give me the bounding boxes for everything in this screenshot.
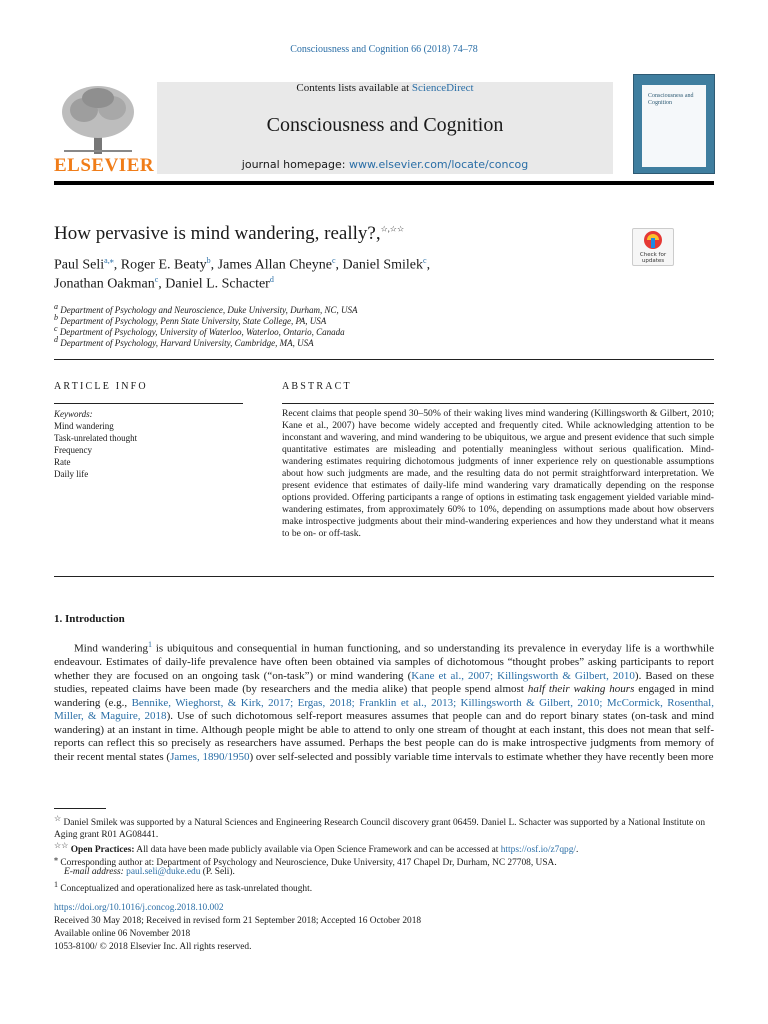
author-affiliation-ref[interactable]: c	[154, 275, 159, 284]
copyright-notice: 1053-8100/ © 2018 Elsevier Inc. All rights reserved.	[54, 942, 252, 952]
keyword-item: Mind wandering	[54, 421, 114, 431]
doi-link[interactable]: https://doi.org/10.1016/j.concog.2018.10.002	[54, 903, 224, 913]
affiliation-b: $^b$ Department of Psychology, Penn State University, State College, PA, USA	[54, 313, 327, 326]
footnote-corresponding-author: ⁎ Corresponding author at: Department of Psychology and Neuroscience, Duke University, 417 Chapel Dr, Durham, NC 27708, USA.	[54, 854, 557, 869]
affiliation-c: $^c$ Department of Psychology, University of Waterloo, Waterloo, Ontario, Canada	[54, 324, 345, 337]
contents-prefix: Contents lists available at	[296, 82, 412, 94]
journal-title: Consciousness and Cognition	[266, 114, 504, 136]
author-name[interactable]: Jonathan Oakman	[54, 276, 155, 292]
publisher-name: ELSEVIER	[54, 155, 155, 176]
journal-reference[interactable]: Consciousness and Cognition 66 (2018) 74–78	[290, 44, 478, 55]
affiliation-d: $^d$ Department of Psychology, Harvard University, Cambridge, MA, USA	[54, 335, 314, 348]
citation-link[interactable]: Bennike, Wieghorst, & Kirk, 2017; Ergas, 2018; Franklin et al., 2013; Killingsworth & Gilbert, 2010; McCormick, Rosenthal, Miller, & Maguire, 2018	[54, 696, 714, 723]
received-dates: Received 30 May 2018; Received in revised form 21 September 2018; Accepted 16 October 2018	[54, 916, 422, 926]
cover-title: Consciousness and Cognition	[648, 93, 694, 106]
article-info-rule	[54, 403, 243, 404]
sciencedirect-link[interactable]: ScienceDirect	[411, 82, 474, 94]
keyword-item: Daily life	[54, 469, 89, 479]
homepage-prefix: journal homepage:	[241, 158, 349, 171]
contents-line	[157, 82, 613, 94]
cover-page	[642, 85, 706, 167]
author-name[interactable]: Daniel L. Schacter	[165, 276, 270, 292]
email-link[interactable]: paul.seli@duke.edu	[126, 867, 201, 877]
author-name[interactable]: James Allan Cheyne	[217, 257, 332, 273]
affiliation-a: $^a$ Department of Psychology and Neuroscience, Duke University, Durham, NC, USA	[54, 302, 358, 315]
journal-cover-thumbnail[interactable]	[633, 74, 715, 174]
footnote-funding: ☆ Daniel Smilek was supported by a Natural Sciences and Engineering Research Council discovery grant 06459. Daniel L. Schacter was supported by a National Institute on Aging grant R01 AG08441.	[54, 814, 706, 841]
header-rule	[54, 181, 714, 185]
footnote-ref-1[interactable]: 1	[148, 640, 153, 649]
author-affiliation-ref[interactable]: d	[269, 275, 274, 284]
footnote-open-practices: ☆☆ Open Practices: All data have been made publicly available via Open Science Framework and can be accessed at https://osf.io/z7qpg/.	[54, 841, 579, 856]
footnote-rule	[54, 808, 106, 809]
author-affiliation-ref[interactable]: c	[423, 256, 427, 265]
abstract-bottom-rule	[54, 576, 714, 577]
crossmark-icon	[633, 229, 673, 251]
footnote-1: $^1$ Conceptualized and operationalized here as task-unrelated thought.	[54, 880, 313, 895]
title-footnote-marks[interactable]: ☆,☆☆	[380, 224, 405, 234]
citation-link[interactable]: Kane et al., 2007; Killingsworth & Gilbert, 2010	[411, 669, 635, 682]
author-separator: ,	[335, 257, 343, 273]
affiliation-rule	[54, 359, 714, 360]
crossmark-label: Check for updates	[639, 252, 667, 264]
author-affiliation-ref[interactable]: c	[331, 256, 336, 265]
author-affiliation-ref[interactable]: b	[206, 256, 211, 265]
abstract-heading: ABSTRACT	[282, 381, 352, 392]
author-name[interactable]: Roger E. Beaty	[120, 257, 207, 273]
keyword-item: Task-unrelated thought	[54, 433, 138, 443]
section-heading-introduction: 1. Introduction	[54, 613, 125, 625]
author-list-line-2	[54, 275, 274, 293]
abstract-text: Recent claims that people spend 30–50% of their waking lives mind wandering (Killingsworth & Gilbert, 2010; Kane et al., 2007) have become widely accepted and frequently cited. While acknowledging attention to be inconstant and wavering, and mind wandering to be ubiquitous, we argue and present evidence that such simple quantitative estimates are misleading and potentially meaningless without serious qualification. Mind-wandering estimates requiring dichotomous judgments of inner experience rely on questionable assumptions about how such judgments are made, and the resulting data do not permit straightforward interpretation. We present evidence that estimates of daily-life mind wandering vary dramatically depending on the response options provided. Offering participants a range of options in estimating task engagement yielded variable mind-wandering estimates, from approximately 60% to 10%, depending on assumptions made about how observers make introspective judgments about their mind-wandering experiences and how they understand what it means to be on- or off-task.	[282, 408, 714, 539]
abstract-rule	[282, 403, 714, 404]
author-separator: ,	[210, 257, 218, 273]
crossmark-badge[interactable]	[632, 228, 674, 266]
author-separator: ,	[113, 257, 121, 273]
author-list-line-1	[54, 256, 430, 274]
available-online: Available online 06 November 2018	[54, 929, 191, 939]
keyword-item: Frequency	[54, 445, 92, 455]
keyword-item: Rate	[54, 457, 71, 467]
homepage-line	[157, 158, 613, 171]
author-affiliation-ref[interactable]: a,⁎	[104, 256, 114, 265]
article-info-heading: ARTICLE INFO	[54, 381, 148, 392]
keywords-label: Keywords:	[54, 409, 93, 419]
journal-homepage-link[interactable]: www.elsevier.com/locate/concog	[349, 158, 529, 171]
article-title-text: How pervasive is mind wandering, really?,	[54, 223, 381, 244]
author-name[interactable]: Daniel Smilek	[342, 257, 424, 273]
author-separator: ,	[426, 257, 431, 273]
citation-link[interactable]: James, 1890/1950	[170, 750, 250, 763]
author-name[interactable]: Paul Seli	[54, 257, 105, 273]
author-separator: ,	[158, 276, 166, 292]
osf-link[interactable]: https://osf.io/z7qpg/	[500, 845, 576, 856]
introduction-paragraph: Mind wandering$^1$ is ubiquitous and consequential in human functioning, and so understanding its prevalence in everyday life is a worthwhile endeavour. Estimates of daily-life prevalence have often been obtained via samples of dichotomous “thought probes” asking participants to report whether they are focused on an ongoing task (“on-task”) or mind wandering (Kane et al., 2007; Killingsworth & Gilbert, 2010). Based on these studies, repeated claims have been made (by researchers and the media alike) that people spend almost half their waking hours engaged in mind wandering (e.g., Bennike, Wieghorst, & Kirk, 2017; Ergas, 2018; Franklin et al., 2013; Killingsworth & Gilbert, 2010; McCormick, Rosenthal, Miller, & Maguire, 2018). Use of such dichotomous self-report measures assumes that people can and do report binary states (on-task and mind wandering) at an instant in time. Although people might be able to attend to only one stream of thought at each instant, this does not mean that self-reports can reflect this so precisely as researchers have assumed. Perhaps the best people can do is make introspective judgments from memory of their recent mental states (James, 1890/1950) over self-selected and possibly variable time intervals to estimate whether they have recently been more	[54, 640, 715, 763]
article-title	[54, 223, 404, 245]
footnote-email: E-mail address: paul.seli@duke.edu (P. Seli).	[64, 867, 235, 877]
